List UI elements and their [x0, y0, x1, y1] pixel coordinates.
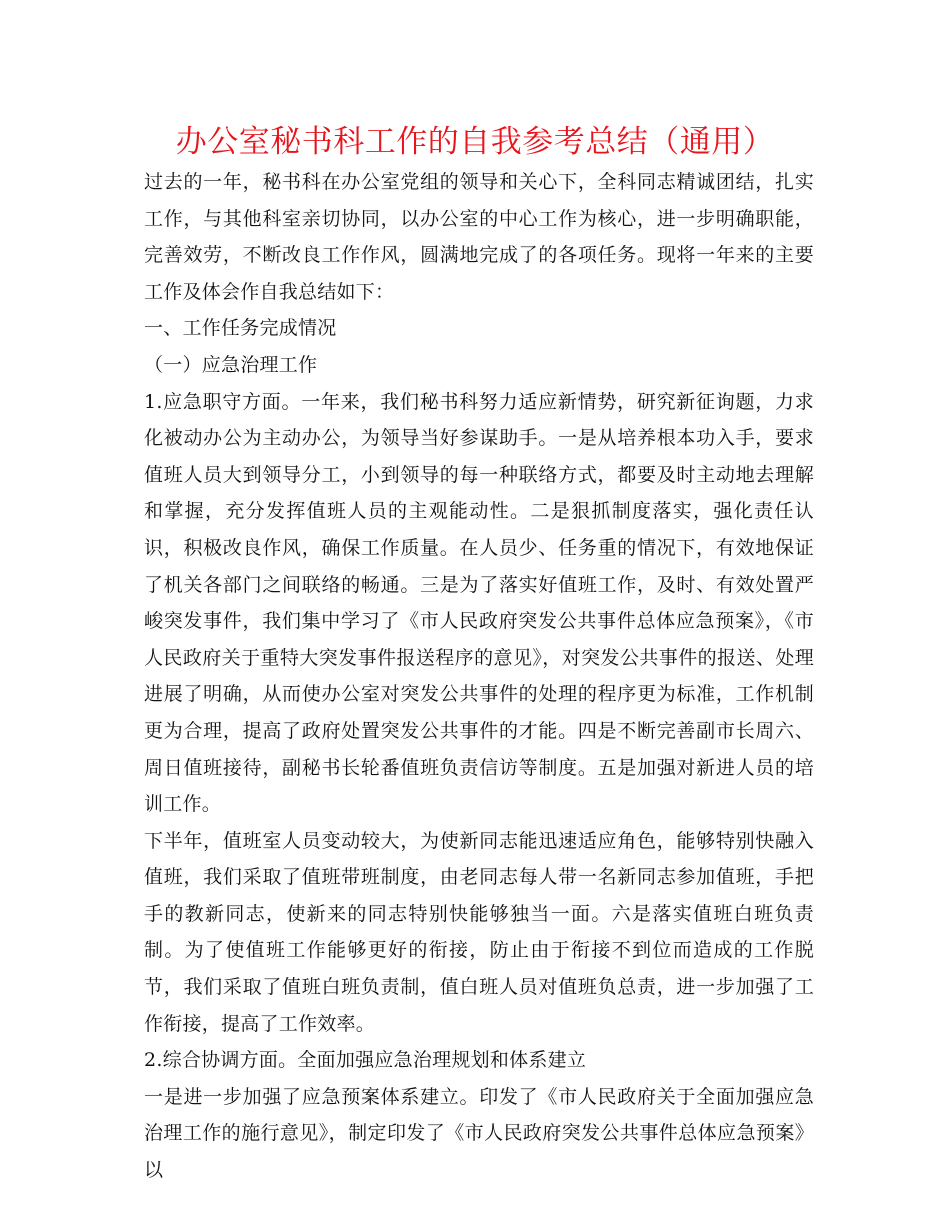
paragraph-second-half-year: 下半年，值班室人员变动较大，为使新同志能迅速适应角色，能够特别快融入值班，我们采取了值班带班制度，由老同志每人带一名新同志参加值班，手把手的教新同志，使新来的同志特别快能够独当一面。六是落实值班白班负责制。为了使值班工作能够更好的衔接，防止由于衔接不到位而造成的工作脱节，我们采取了值班白班负责制，值白班人员对值班负总责，进一步加强了工作衔接，提高了工作效率。 [144, 829, 814, 1035]
heading-section-1: 一、工作任务完成情况 [144, 317, 337, 340]
document-body [144, 164, 814, 1189]
paragraph-intro: 过去的一年，秘书科在办公室党组的领导和关心下，全科同志精诚团结，扎实工作，与其他科室亲切协同，以办公室的中心工作为核心，进一步明确职能，完善效劳，不断改良工作作风，圆满地完成了的各项任务。现将一年来的主要工作及体会作自我总结如下： [144, 171, 814, 303]
paragraph-plan-system: 一是进一步加强了应急预案体系建立。印发了《市人民政府关于全面加强应急治理工作的施行意见》，制定印发了《市人民政府突发公共事件总体应急预案》以 [144, 1085, 814, 1182]
heading-subsection-1: （一）应急治理工作 [144, 353, 318, 376]
document-title: 办公室秘书科工作的自我参考总结（通用） [175, 124, 775, 160]
paragraph-coordination: 2.综合协调方面。全面加强应急治理规划和体系建立 [144, 1049, 587, 1072]
paragraph-emergency-duty: 1.应急职守方面。一年来，我们秘书科努力适应新情势，研究新征询题，力求化被动办公为主动办公，为领导当好参谋助手。一是从培养根本功入手，要求值班人员大到领导分工，小到领导的每一种联络方式，都要及时主动地去理解和掌握，充分发挥值班人员的主观能动性。二是狠抓制度落实，强化责任认识，积极改良作风，确保工作质量。在人员少、任务重的情况下，有效地保证了机关各部门之间联络的畅通。三是为了落实好值班工作，及时、有效处置严峻突发事件，我们集中学习了《市人民政府突发公共事件总体应急预案》，《市人民政府关于重特大突发事件报送程序的意见》，对突发公共事件的报送、处理进展了明确，从而使办公室对突发公共事件的处理的程序更为标准，工作机制更为合理，提高了政府处置突发公共事件的才能。四是不断完善副市长周六、周日值班接待，副秘书长轮番值班负责信访等制度。五是加强对新进人员的培训工作。 [144, 390, 814, 816]
